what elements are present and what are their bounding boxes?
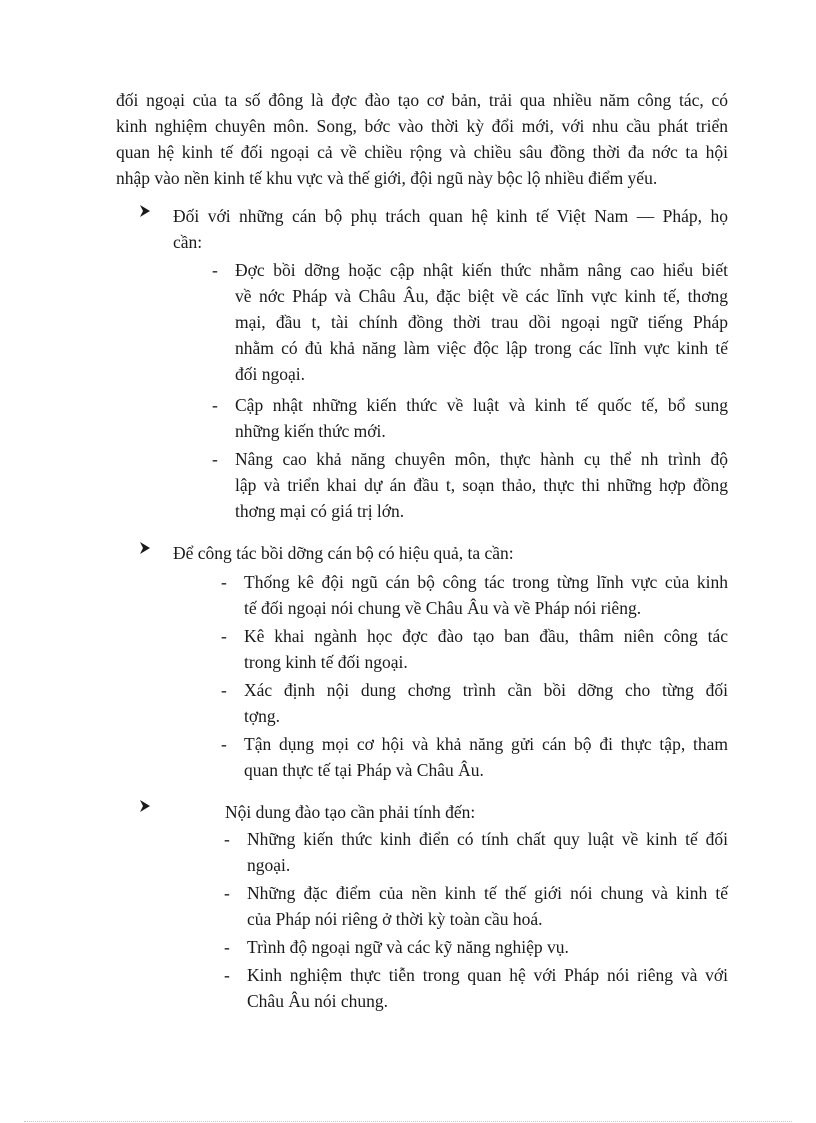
dash-marker: -	[224, 829, 230, 849]
dash-marker: -	[212, 395, 218, 415]
intro-line: kinh nghiệm chuyên môn. Song, bớc vào thời kỳ đổi mới, với nhu cầu phát triển	[116, 116, 728, 136]
dash-marker: -	[221, 734, 227, 754]
dash-marker: -	[224, 937, 230, 957]
dash-marker: -	[224, 883, 230, 903]
arrowhead-bullet-icon	[138, 541, 152, 555]
arrowhead-bullet-icon	[138, 799, 152, 813]
list-item-line: thơng mại có giá trị lớn.	[235, 501, 405, 521]
list-item-line: của Pháp nói riêng ở thời kỳ toàn cầu hoá.	[247, 909, 543, 929]
list-item-line: mại, đầu t, tài chính đồng thời trau dồi ngoại ngữ tiếng Pháp	[235, 312, 728, 332]
section-lead-line: Nội dung đào tạo cần phải tính đến:	[225, 802, 476, 822]
section-3-lead	[225, 799, 728, 825]
list-item-line: đối ngoại.	[235, 364, 305, 384]
list-item-line: quan thực tế tại Pháp và Châu Âu.	[244, 760, 484, 780]
section-1-lead	[173, 203, 728, 255]
list-item-line: Tận dụng mọi cơ hội và khả năng gửi cán bộ đi thực tập, tham	[244, 734, 728, 754]
dash-marker: -	[221, 680, 227, 700]
list-item-line: ngoại.	[247, 855, 291, 875]
list-item-line: Trình độ ngoại ngữ và các kỹ năng nghiệp vụ.	[247, 937, 569, 957]
list-item-line: Châu Âu nói chung.	[247, 991, 388, 1011]
dash-marker: -	[224, 965, 230, 985]
list-item-line: Những kiến thức kinh điển có tính chất quy luật về kinh tế đối	[247, 829, 728, 849]
arrowhead-bullet-icon	[138, 204, 152, 218]
section-lead-line: Để công tác bồi dỡng cán bộ có hiệu quả, ta cần:	[173, 543, 514, 563]
list-item-line: Thống kê đội ngũ cán bộ công tác trong từng lĩnh vực của kinh	[244, 572, 728, 592]
list-item-line: Kinh nghiệm thực tiễn trong quan hệ với Pháp nói riêng và với	[247, 965, 728, 985]
section-lead-line: cần:	[173, 232, 203, 252]
dash-marker: -	[212, 449, 218, 469]
list-item-line: trong kinh tế đối ngoại.	[244, 652, 408, 672]
page-bottom-rule	[24, 1121, 792, 1122]
intro-paragraph	[116, 87, 728, 191]
section-2-lead	[173, 540, 728, 566]
list-item-line: Đợc bồi dỡng hoặc cập nhật kiến thức nhằm nâng cao hiểu biết	[235, 260, 728, 280]
list-item-line: những kiến thức mới.	[235, 421, 386, 441]
section-lead-line: Đối với những cán bộ phụ trách quan hệ kinh tế Việt Nam — Pháp, họ	[173, 206, 728, 226]
intro-line: nhập vào nền kinh tế khu vực và thế giới, đội ngũ này bộc lộ nhiều điểm yếu.	[116, 168, 658, 188]
list-item-line: Cập nhật những kiến thức về luật và kinh tế quốc tế, bổ sung	[235, 395, 728, 415]
list-item-line: lập và triển khai dự án đầu t, soạn thảo, thực thi những hợp đồng	[235, 475, 728, 495]
dash-marker: -	[212, 260, 218, 280]
list-item-line: tế đối ngoại nói chung về Châu Âu và về Pháp nói riêng.	[244, 598, 642, 618]
list-item-line: Xác định nội dung chơng trình cần bồi dỡng cho từng đối	[244, 680, 728, 700]
list-item-line: Nâng cao khả năng chuyên môn, thực hành cụ thể nh trình độ	[235, 449, 728, 469]
intro-line: đối ngoại của ta số đông là đợc đào tạo cơ bản, trải qua nhiều năm công tác, có	[116, 90, 728, 110]
list-item-line: tợng.	[244, 706, 280, 726]
intro-line: quan hệ kinh tế đối ngoại cả về chiều rộng và chiều sâu đồng thời đa nớc ta hội	[116, 142, 728, 162]
list-item-line: nhằm có đủ khả năng làm việc độc lập trong các lĩnh vực kinh tế	[235, 338, 728, 358]
dash-marker: -	[221, 572, 227, 592]
list-item-line: về nớc Pháp và Châu Âu, đặc biệt về các lĩnh vực kinh tế, thơng	[235, 286, 728, 306]
list-item-line: Những đặc điểm của nền kinh tế thế giới nói chung và kinh tế	[247, 883, 728, 903]
list-item-line: Kê khai ngành học đợc đào tạo ban đầu, thâm niên công tác	[244, 626, 728, 646]
dash-marker: -	[221, 626, 227, 646]
